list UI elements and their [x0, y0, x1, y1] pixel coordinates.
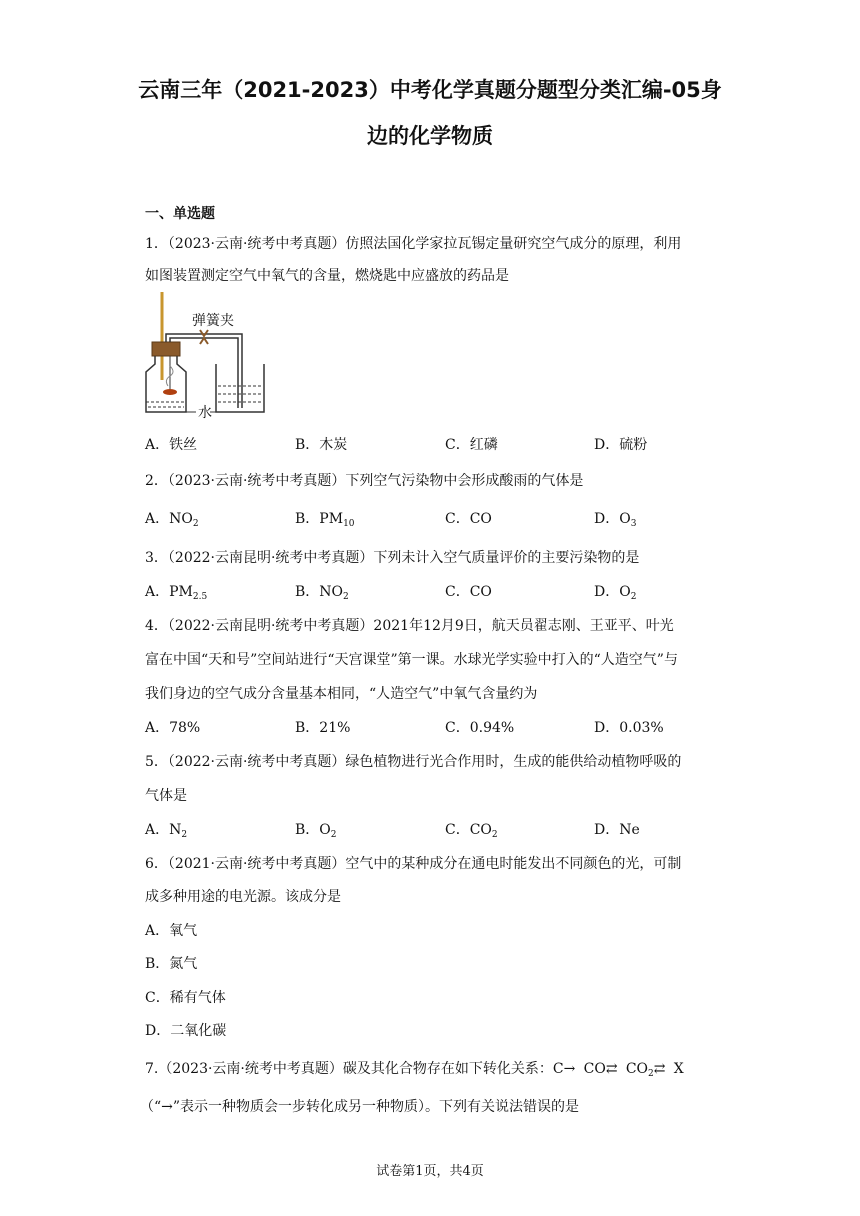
q4-option-b: B．21% [295, 720, 351, 736]
question-3-line-1: 3．（2022·云南昆明·统考中考真题）下列未计入空气质量评价的主要污染物的是 [145, 550, 640, 566]
q6-option-a: A．氧气 [145, 923, 198, 939]
question-6-line-2: 成多种用途的电光源。该成分是 [145, 889, 341, 905]
question-4-line-1: 4．（2022·云南昆明·统考中考真题）2021年12月9日，航天员翟志刚、王亚平、叶光 [145, 618, 674, 634]
question-6-line-1: 6．（2021·云南·统考中考真题）空气中的某种成分在通电时能发出不同颜色的光，可制 [145, 856, 682, 872]
q4-option-a: A．78% [145, 720, 201, 736]
section-heading: 一、单选题 [145, 206, 215, 222]
question-7-line-1: 7.（2023·云南·统考中考真题）碳及其化合物存在如下转化关系：C→ CO⇄ $CO_2⇄$ X [145, 1061, 684, 1079]
q1-option-d: D．硫粉 [594, 437, 648, 453]
question-7-line-2: （“→”表示一种物质会一步转化成另一种物质）。下列有关说法错误的是 [140, 1099, 580, 1115]
q4-option-d: D．0.03% [594, 720, 664, 736]
question-2-line-1: 2．（2023·云南·统考中考真题）下列空气污染物中会形成酸雨的气体是 [145, 473, 584, 489]
reversible-arrow-icon: ⇄ [653, 1061, 666, 1077]
page-title-line-1: 云南三年（2021-2023）中考化学真题分题型分类汇编-05身 [138, 78, 722, 102]
clip-label: 弹簧夹 [192, 313, 234, 329]
water-label: 水 [198, 405, 212, 421]
question-4-line-2: 富在中国“天和号”空间站进行“天宫课堂”第一课。水球光学实验中打入的“人造空气”与 [145, 652, 678, 668]
q3-option-d: D．$O_2$ [594, 584, 637, 602]
q6-option-b: B．氮气 [145, 956, 198, 972]
q2-option-a: A．$NO_2$ [145, 511, 199, 529]
q5-option-c: C．$CO_2$ [445, 822, 498, 840]
q3-option-c: C．CO [445, 584, 492, 600]
q3-option-b: B．$NO_2$ [295, 584, 349, 602]
q7-formula: C→ CO⇄ $CO_2⇄$ X [552, 1061, 684, 1079]
question-5-line-1: 5．（2022·云南·统考中考真题）绿色植物进行光合作用时，生成的能供给动植物呼吸的 [145, 754, 682, 770]
question-1-line-2: 如图装置测定空气中氧气的含量，燃烧匙中应盛放的药品是 [145, 268, 509, 284]
q1-option-c: C．红磷 [445, 437, 498, 453]
q6-option-d: D．二氧化碳 [145, 1023, 227, 1039]
page-title-line-2: 边的化学物质 [367, 124, 493, 148]
page-footer: 试卷第1页，共4页 [376, 1164, 484, 1179]
q5-option-a: A．$N_2$ [145, 822, 188, 840]
q1-option-b: B．木炭 [295, 437, 348, 453]
q1-option-a: A．铁丝 [145, 437, 198, 453]
right-arrow-icon: → [563, 1061, 576, 1077]
question-1-line-1: 1．（2023·云南·统考中考真题）仿照法国化学家拉瓦锡定量研究空气成分的原理，利用 [145, 236, 682, 252]
q3-option-a: A．$PM_{2.5}$ [145, 584, 208, 602]
q2-option-b: B．$PM_{10}$ [295, 511, 355, 529]
q5-option-d: D．Ne [594, 822, 640, 838]
q2-option-c: C．CO [445, 511, 492, 527]
reversible-arrow-icon: ⇄ [605, 1061, 618, 1077]
q4-option-c: C．0.94% [445, 720, 515, 736]
q6-option-c: C．稀有气体 [145, 990, 226, 1006]
question-4-line-3: 我们身边的空气成分含量基本相同，“人造空气”中氧气含量约为 [145, 686, 538, 702]
q2-option-d: D．$O_3$ [594, 511, 637, 529]
q5-option-b: B．$O_2$ [295, 822, 337, 840]
question-5-line-2: 气体是 [145, 788, 187, 804]
